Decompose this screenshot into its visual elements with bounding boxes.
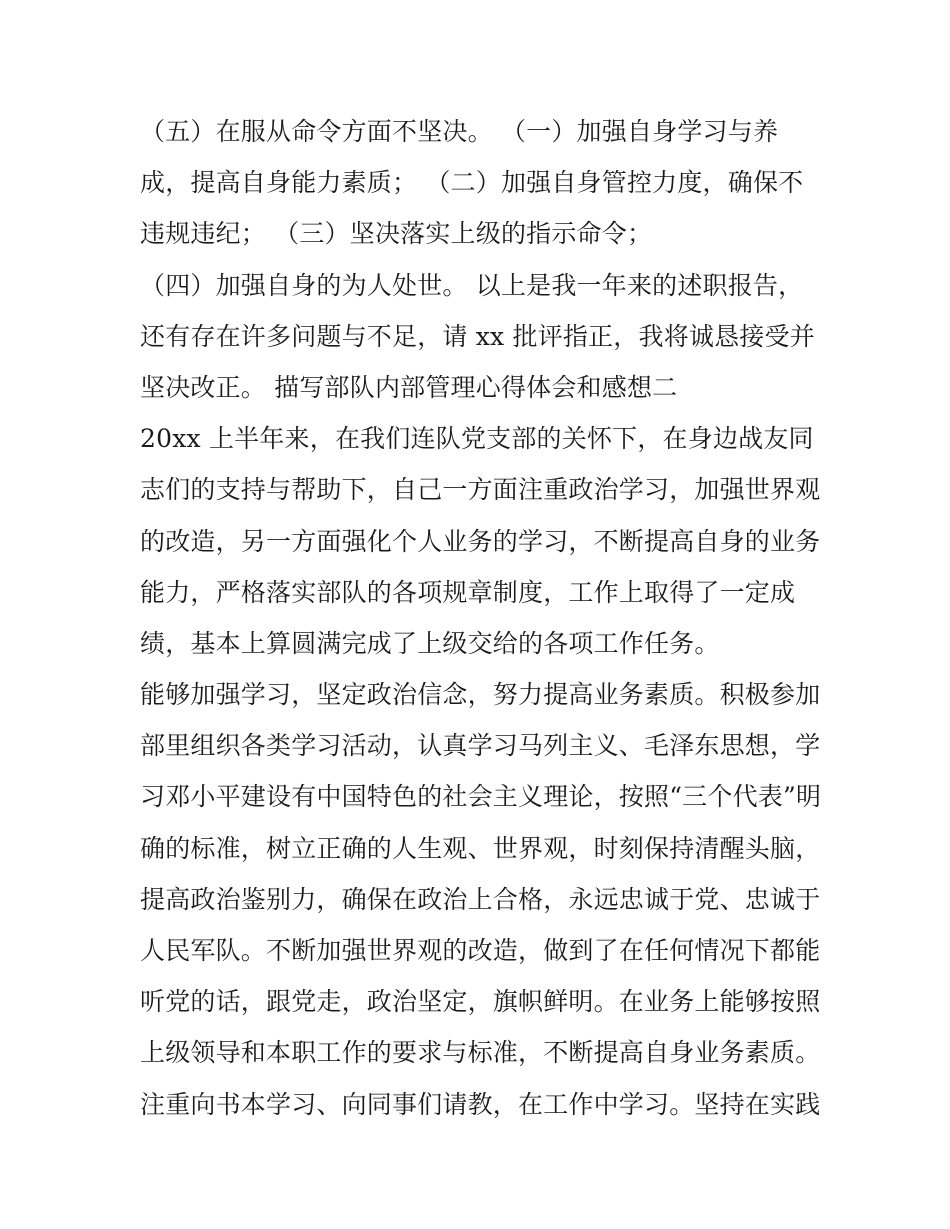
text-line: 确的标准，树立正确的人生观、世界观，时刻保持清醒头脑，: [140, 833, 821, 863]
text-line: 成，提高自身能力素质； （二）加强自身管控力度，确保不: [140, 168, 804, 198]
text-line: 还有存在许多问题与不足，请 xx 批评指正，我将诚恳接受并: [140, 321, 815, 351]
text-line: 习邓小平建设有中国特色的社会主义理论，按照“三个代表”明: [140, 782, 822, 812]
text-line: 听党的话，跟党走，政治坚定，旗帜鲜明。在业务上能够按照: [140, 987, 821, 1017]
text-line: 坚决改正。 描写部队内部管理心得体会和感想二: [140, 372, 678, 402]
text-line: 违规违纪； （三）坚决落实上级的指示命令；: [140, 219, 653, 249]
text-line: （五）在服从命令方面不坚决。 （一）加强自身学习与养: [140, 117, 779, 146]
text-line: 的改造，另一方面强化个人业务的学习，不断提高自身的业务: [140, 526, 821, 556]
text-line: 人民军队。不断加强世界观的改造，做到了在任何情况下都能: [140, 936, 821, 965]
text-line: 能够加强学习，坚定政治信念，努力提高业务素质。积极参加: [140, 680, 821, 710]
text-line: 志们的支持与帮助下，自己一方面注重政治学习，加强世界观: [140, 475, 821, 505]
text-line: 绩，基本上算圆满完成了上级交给的各项工作任务。: [140, 628, 720, 658]
body-text: [140, 106, 830, 1130]
text-line: 上级领导和本职工作的要求与标准，不断提高自身业务素质。: [140, 1038, 821, 1068]
text-line: 20xx 上半年来，在我们连队党支部的关怀下，在身边战友同: [140, 424, 814, 454]
text-line: 注重向书本学习、向同事们请教，在工作中学习。坚持在实践: [140, 1089, 821, 1119]
text-line: 能力，严格落实部队的各项规章制度，工作上取得了一定成: [140, 577, 796, 607]
text-line: （四）加强自身的为人处世。 以上是我一年来的述职报告，: [140, 270, 804, 300]
text-line: 部里组织各类学习活动，认真学习马列主义、毛泽东思想，学: [140, 731, 821, 761]
text-line: 提高政治鉴别力，确保在政治上合格，永远忠诚于党、忠诚于: [140, 884, 821, 914]
